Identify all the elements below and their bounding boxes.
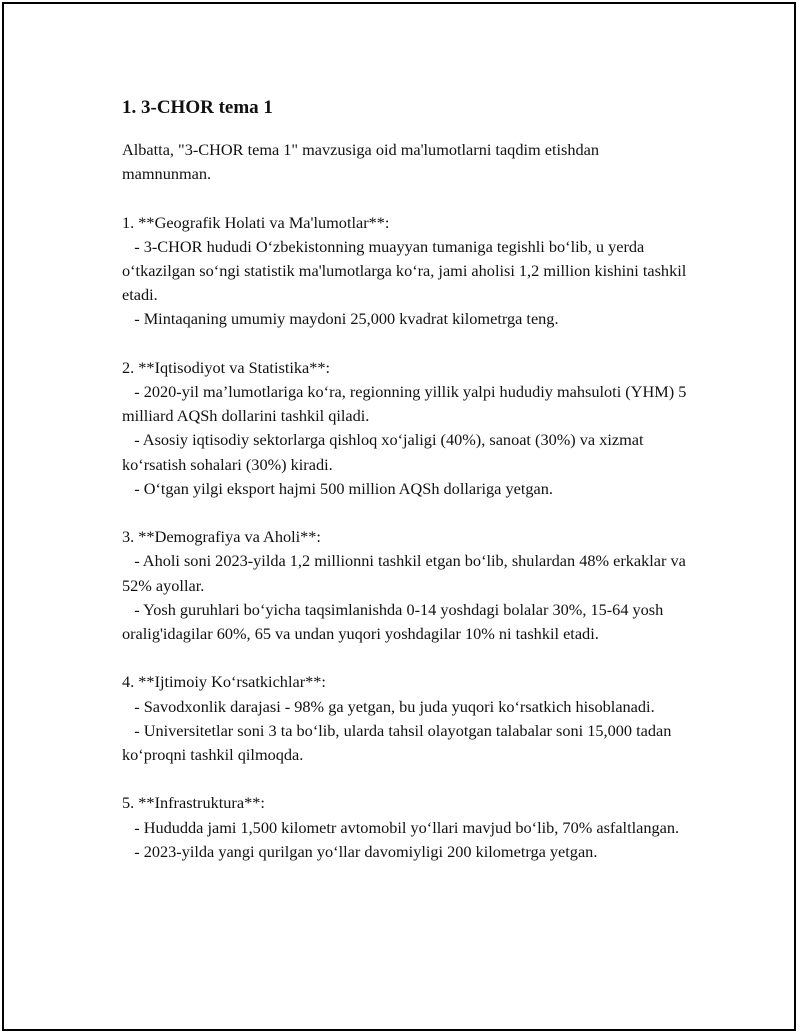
document-title: 1. 3-CHOR tema 1 — [122, 97, 273, 118]
section-bullet: - Savodxonlik darajasi - 98% ga yetgan, bu juda yuqori ko‘rsatkich hisoblanadi. — [122, 696, 655, 716]
section-iqtisodiyot — [122, 356, 692, 501]
section-bullet: - Aholi soni 2023-yilda 1,2 millionni tashkil etgan bo‘lib, shulardan 48% erkaklar va 52% ayollar. — [122, 551, 690, 595]
section-heading: 4. **Ijtimoiy Ko‘rsatkichlar**: — [122, 672, 326, 692]
section-heading: 5. **Infrastruktura**: — [122, 793, 265, 813]
section-bullet: - O‘tgan yilgi eksport hajmi 500 million AQSh dollariga yetgan. — [122, 478, 553, 498]
section-ijtimoiy — [122, 670, 692, 767]
section-bullet: - Asosiy iqtisodiy sektorlarga qishloq xo‘jaligi (40%), sanoat (30%) va xizmat ko‘rsatish sohalari (30%) kiradi. — [122, 430, 648, 474]
section-heading: 3. **Demografiya va Aholi**: — [122, 527, 321, 547]
section-bullet: - Universitetlar soni 3 ta bo‘lib, ularda tahsil olayotgan talabalar soni 15,000 tadan ko‘proqni tashkil qilmoqda. — [122, 720, 676, 765]
section-infrastruktura — [122, 791, 692, 864]
section-heading: 1. **Geografik Holati va Ma'lumotlar**: — [122, 212, 390, 232]
section-bullet: - Hududda jami 1,500 kilometr avtomobil yo‘llari mavjud bo‘lib, 70% asfaltlangan. — [122, 817, 680, 837]
section-bullet: - Yosh guruhlari bo‘yicha taqsimlanishda 0-14 yoshdagi bolalar 30%, 15-64 yosh oralig'idagilar 60%, 65 va undan yuqori yoshdagilar 10% ni tashkil etadi. — [122, 599, 668, 644]
section-heading: 2. **Iqtisodiyot va Statistika**: — [122, 357, 331, 377]
section-geografik-holati — [122, 211, 692, 332]
section-bullet: - Mintaqaning umumiy maydoni 25,000 kvadrat kilometrga teng. — [122, 309, 559, 329]
document-body — [122, 96, 692, 888]
section-bullet: - 3-CHOR hududi O‘zbekistonning muayyan tumaniga tegishli bo‘lib, u yerda o‘tkazilgan so‘ngi statistik ma'lumotlarga ko‘ra, jami aholisi 1,2 million kishini tashkil etadi. — [122, 236, 691, 305]
intro-paragraph: Albatta, "3-CHOR tema 1" mavzusiga oid ma'lumotlarni taqdim etishdan mamnunman. — [122, 140, 604, 184]
section-bullet: - 2023-yilda yangi qurilgan yo‘llar davomiyligi 200 kilometrga yetgan. — [122, 841, 598, 861]
section-demografiya — [122, 525, 692, 646]
page-frame — [2, 2, 796, 1031]
section-bullet: - 2020-yil ma’lumotlariga ko‘ra, regionning yillik yalpi hududiy mahsuloti (YHM) 5 milliard AQSh dollarini tashkil qiladi. — [122, 382, 691, 426]
